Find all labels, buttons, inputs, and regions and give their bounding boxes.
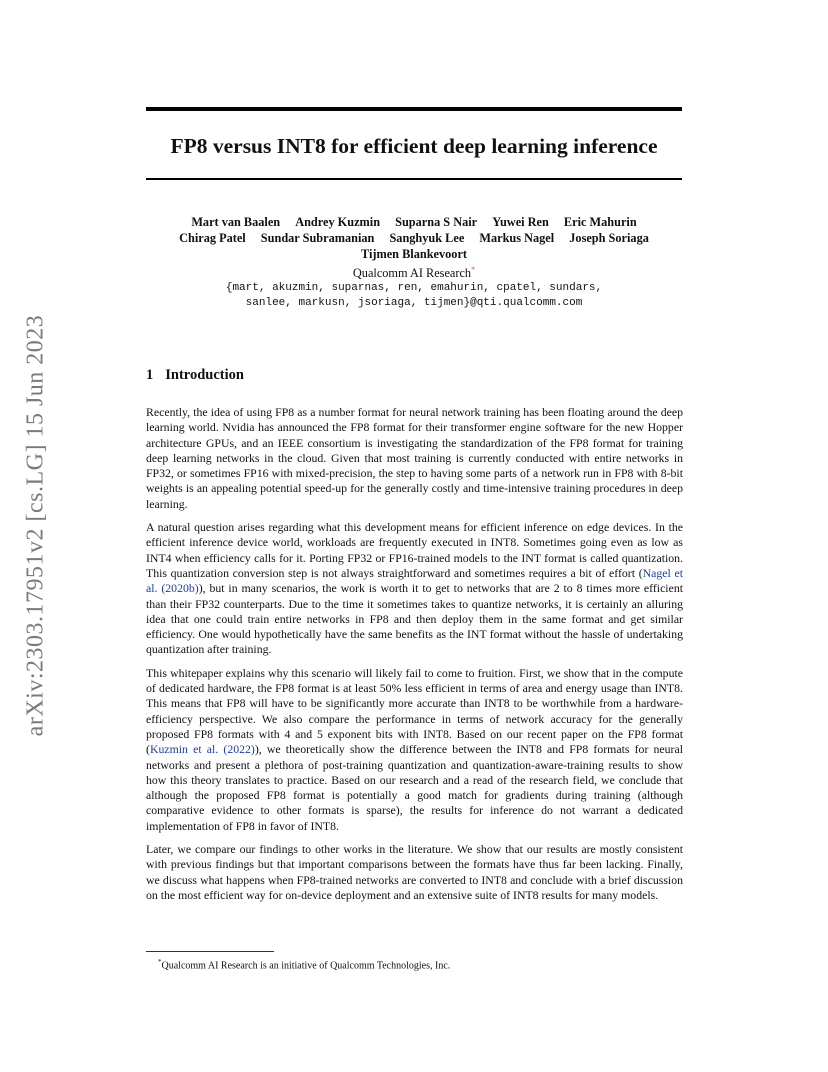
body-text xyxy=(146,405,683,911)
footnote-text: Qualcomm AI Research is an initiative of Qualcomm Technologies, Inc. xyxy=(161,960,451,972)
author-line-1 xyxy=(146,214,682,230)
footnote-rule xyxy=(146,951,274,952)
paragraph-2 xyxy=(146,520,683,658)
paragraph-4: Later, we compare our findings to other works in the literature. We show that our results are mostly consistent with previous findings but that important comparisons between the formats have thus far been lacking. Finally, we discuss what happens when FP8-trained networks are converted to INT8 and conclude with a brief discussion on the most efficient way for on-device deployment and an extensive suite of INT8 results for many models. xyxy=(146,842,683,902)
author-name: Sanghyuk Lee xyxy=(389,231,465,245)
author-line-2 xyxy=(146,230,682,246)
author-name: Joseph Soriaga xyxy=(569,231,649,245)
author-line-3 xyxy=(146,246,682,262)
citation-link[interactable]: Nagel et al. (2020b) xyxy=(146,565,684,596)
arxiv-identifier xyxy=(10,290,62,760)
arxiv-identifier-text: arXiv:2303.17951v2 [cs.LG] 15 Jun 2023 xyxy=(22,314,49,736)
paper-title: FP8 versus INT8 for efficient deep learning inference xyxy=(170,134,658,158)
author-block xyxy=(146,214,682,311)
footnote-marker[interactable]: * xyxy=(471,265,476,274)
email-line-2: sanlee, markusn, jsoriaga, tijmen}@qti.qualcomm.com xyxy=(245,297,583,310)
citation-link[interactable]: Kuzmin et al. (2022) xyxy=(149,742,255,757)
author-name: Chirag Patel xyxy=(179,231,246,245)
title-top-rule xyxy=(146,107,682,111)
author-name: Eric Mahurin xyxy=(563,215,637,229)
paragraph-text: ), we theoretically show the difference between the INT8 and FP8 formats for neural networks and present a plethora of post-training quantization and quantization-aware-training results to show how this theory translates to practice. Based on our research and a read of the research field, we conclude that although the proposed FP8 format is potentially a good match for gradients during training (although comparative evidence to other formats is sparse), the results for inference do not warrant a dedicated implementation of FP8 in favor of INT8. xyxy=(146,742,683,833)
author-name: Sundar Subramanian xyxy=(260,231,375,245)
author-name: Mart van Baalen xyxy=(191,215,281,229)
paragraph-text: ), but in many scenarios, the work is worth it to get to networks that are 2 to 8 times more efficient than their FP32 counterparts. Due to the time it sometimes takes to quantize networks, it is certainly an alluring idea that one could train entire networks in FP8 and then deploy them in the same format and get similar efficiency. One would hypothetically have the same benefits as the INT format without the hassle of undertaking quantization after training. xyxy=(146,581,684,657)
author-name: Tijmen Blankevoort xyxy=(360,247,467,261)
section-heading xyxy=(146,367,244,384)
section-title: Introduction xyxy=(165,367,244,383)
email-line-1: {mart, akuzmin, suparnas, ren, emahurin, cpatel, sundars, xyxy=(225,282,603,295)
author-name: Yuwei Ren xyxy=(492,215,549,229)
title-bottom-rule xyxy=(146,178,682,180)
author-name: Markus Nagel xyxy=(479,231,555,245)
author-name: Suparna S Nair xyxy=(395,215,478,229)
footnote xyxy=(158,956,450,972)
section-number: 1 xyxy=(146,367,154,383)
paragraph-3 xyxy=(146,666,683,834)
author-name: Andrey Kuzmin xyxy=(295,215,381,229)
affiliation xyxy=(146,262,682,281)
paragraph-text: This whitepaper explains why this scenario will likely fail to come to fruition. First, we show that in the compute of dedicated hardware, the FP8 format is at least 50% less efficient in terms of area and energy usage than INT8. This means that FP8 will have to be significantly more accurate than INT8 to be worthwhile from a hardware-efficiency perspective. We also compare the performance in terms of network accuracy for the generally proposed FP8 formats with 4 and 5 exponent bits with INT8. Based on our recent paper on the FP8 format ( xyxy=(146,665,683,757)
paragraph-1: Recently, the idea of using FP8 as a number format for neural network training has been floating around the deep learning world. Nvidia has announced the FP8 format for their transformer engine software for the new Hopper architecture GPUs, and an IEEE consortium is investigating the standardization of the FP8 format for training deep learning networks in the cloud. Given that most training is currently conducted with entire networks in FP32, or sometimes FP16 with mixed-precision, the step to having some parts of a network run in FP8 with 8-bit weights is an appealing potential speed-up for the generally costly and time-intensive training procedures in deep learning. xyxy=(146,405,683,511)
paragraph-text: A natural question arises regarding what this development means for efficient inference on edge devices. In the efficient inference device world, workloads are frequently executed in INT8. Sometimes going even as low as INT4 when efficiency calls for it. Porting FP32 or FP16-trained models to the INT format is called quantization. This quantization conversion step is not always straightforward and sometimes requires a bit of effort ( xyxy=(146,520,683,580)
affiliation-text: Qualcomm AI Research xyxy=(352,266,472,281)
footnote-mark: * xyxy=(158,958,162,966)
